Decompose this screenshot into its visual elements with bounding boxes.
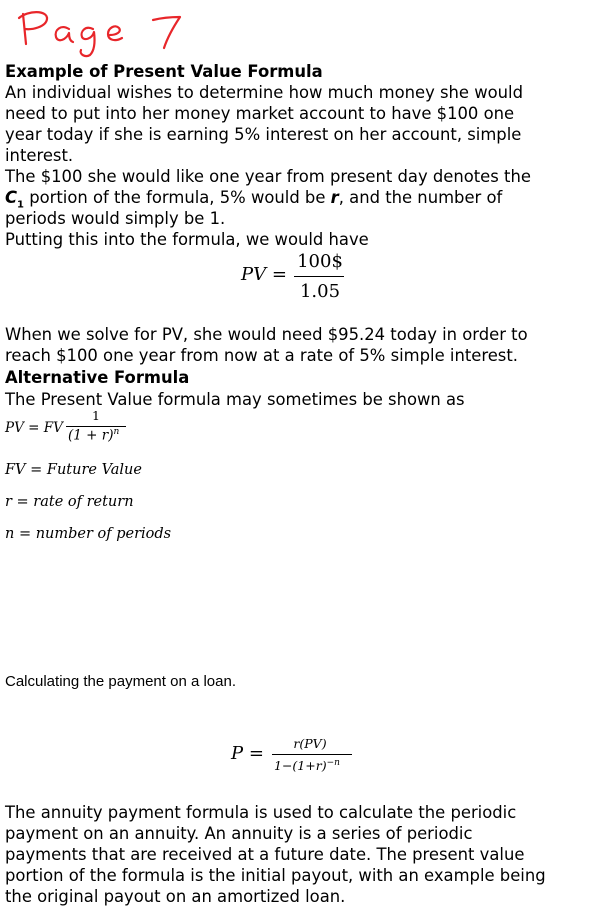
definition-line: r = rate of return bbox=[5, 494, 134, 510]
variable-r: r bbox=[330, 188, 339, 207]
formula-numerator: 100$ bbox=[297, 251, 343, 272]
paragraph-text: , and the number of bbox=[338, 188, 503, 207]
formula-exponent: n bbox=[113, 427, 120, 437]
paragraph-line: An individual wishes to determine how much money she would bbox=[5, 83, 523, 102]
paragraph-line: need to put into her money market account to have $100 one bbox=[5, 104, 515, 123]
paragraph-line: Putting this into the formula, we would have bbox=[5, 230, 369, 249]
definition-line: n = number of periods bbox=[5, 526, 172, 542]
section-heading: Example of Present Value Formula bbox=[5, 62, 323, 81]
paragraph-line: When we solve for PV, she would need $95.24 today in order to bbox=[5, 325, 528, 344]
formula-denominator: $1-(1+r)^{-n}$ bbox=[274, 758, 340, 774]
formula-numerator: r(PV) bbox=[293, 736, 327, 751]
paragraph-line: year today if she is earning 5% interest on her account, simple bbox=[5, 125, 522, 144]
definition-line: FV = Future Value bbox=[5, 462, 142, 478]
formula-numerator: 1 bbox=[92, 408, 100, 423]
caption: Calculating the payment on a loan. bbox=[5, 673, 236, 690]
paragraph-line: portion of the formula is the initial payout, with an example being bbox=[5, 866, 546, 885]
paragraph-line: payments that are received at a future date. The present value bbox=[5, 845, 525, 864]
paragraph-line: The annuity payment formula is used to calculate the periodic bbox=[5, 803, 517, 822]
fraction-bar bbox=[294, 276, 344, 277]
paragraph-line: interest. bbox=[5, 146, 74, 165]
formula-lhs: PV = FV bbox=[5, 420, 63, 436]
variable-c-subscript: 1 bbox=[17, 199, 24, 211]
fraction-bar bbox=[272, 754, 352, 755]
formula-lhs: P = bbox=[231, 743, 264, 764]
variable-c: C bbox=[5, 188, 18, 207]
formula-denominator: 1.05 bbox=[299, 281, 341, 302]
formula-denominator: $(1 + r)^n$ bbox=[68, 427, 120, 444]
paragraph-line: periods would simply be 1. bbox=[5, 209, 226, 228]
formula-lhs: PV = bbox=[241, 264, 287, 285]
paragraph-line: The Present Value formula may sometimes be shown as bbox=[5, 390, 465, 409]
paragraph-line: the original payout on an amortized loan. bbox=[5, 887, 346, 906]
section-heading: Alternative Formula bbox=[5, 368, 190, 387]
page-label-handwriting bbox=[14, 4, 214, 60]
paragraph-line: payment on an annuity. An annuity is a series of periodic bbox=[5, 824, 473, 843]
paragraph-line: The $100 she would like one year from present day denotes the bbox=[5, 167, 531, 186]
paragraph-line: reach $100 one year from now at a rate of 5% simple interest. bbox=[5, 346, 518, 365]
paragraph-text: portion of the formula, 5% would be bbox=[24, 188, 331, 207]
formula-exponent: −n bbox=[326, 758, 340, 768]
